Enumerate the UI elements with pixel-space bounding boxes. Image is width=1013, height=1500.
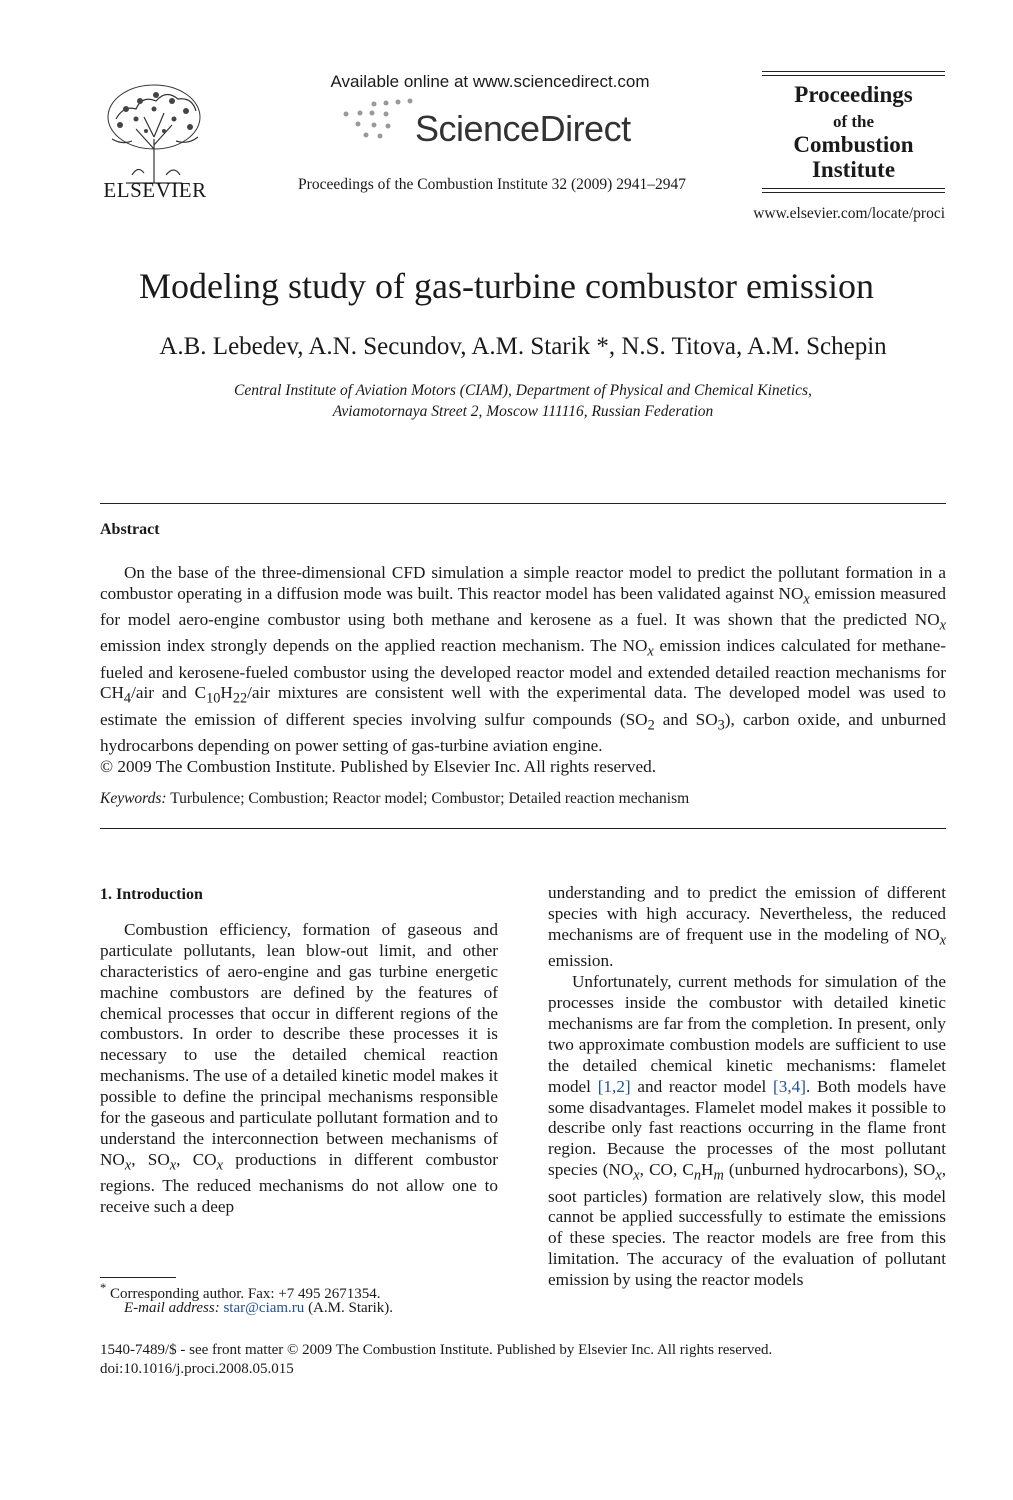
sciencedirect-wordmark: ScienceDirect xyxy=(415,108,631,149)
front-matter-line: 1540-7489/$ - see front matter © 2009 The Combustion Institute. Published by Elsevier Inc. All rights reserved. xyxy=(100,1342,773,1358)
footnote-rule xyxy=(100,1277,176,1278)
affiliation-line-2: Aviamotornaya Street 2, Moscow 111116, Russian Federation xyxy=(332,403,714,420)
sciencedirect-dots-icon xyxy=(338,98,418,142)
journal-box-line3: Combustion xyxy=(793,132,914,157)
journal-box-line4: Institute xyxy=(811,157,896,182)
divider-bottom xyxy=(100,828,946,829)
keywords-line xyxy=(100,790,946,808)
divider-top xyxy=(100,503,946,504)
body-paragraph: Unfortunately, current methods for simulation of the processes inside the combustor with detailed kinetic mechanisms are far from the completion. In present, only two approximate combustion models are sufficient to use the detailed chemical kinetic mechanisms: flamelet model [1,2] and reactor model [3,4]. Both models have some disadvantages. Flamelet model makes it possible to describe only fast reactions occurring in the flame front region. Because the processes of the most pollutant species ($NO_x$, CO, $C_nH_m$ (unburned hydrocarbons), $SO_x$, soot particles) formation are relatively slow, this model cannot be applied successfully to estimate the emissions of these species. The reactor models are free from this limitation. The accuracy of the evaluation of pollutant emission by using the reactor models xyxy=(548,972,946,1290)
journal-box-line2: of the xyxy=(832,112,875,131)
email-label: E-mail address: xyxy=(124,1300,220,1316)
body-column-left xyxy=(100,885,498,1218)
body-paragraph: understanding and to predict the emission of different species with high accuracy. Nevertheless, the reduced mechanisms are of frequent use in the modeling of $NO_x$ emission. xyxy=(548,883,946,971)
keywords-text: Turbulence; Combustion; Reactor model; Combustor; Detailed reaction mechanism xyxy=(166,790,690,807)
doi-link[interactable]: doi:10.1016/j.proci.2008.05.015 xyxy=(100,1361,294,1377)
journal-box-line1: Proceedings xyxy=(794,82,913,107)
author-list: A.B. Lebedev, A.N. Secundov, A.M. Starik *, N.S. Titova, A.M. Schepin xyxy=(159,333,887,360)
body-column-right xyxy=(548,883,946,1291)
keywords-label: Keywords: xyxy=(100,790,167,807)
section-heading: 1. Introduction xyxy=(100,886,203,903)
email-link[interactable]: star@ciam.ru xyxy=(223,1300,305,1316)
affiliation-line-1: Central Institute of Aviation Motors (CIAM), Department of Physical and Chemical Kinetics, xyxy=(234,382,812,399)
abstract-paragraph: On the base of the three-dimensional CFD simulation a simple reactor model to predict the pollutant formation in a combustor operating in a diffusion mode was built. This reactor model has been validated against $NO_x$ emission measured for model aero-engine combustor using both methane and kerosene as a fuel. It was shown that the predicted $NO_x$ emission index strongly depends on the applied reaction mechanism. The $NO_x$ emission indices calculated for methane-fueled and kerosene-fueled combustor using the developed reactor model and extended detailed reaction mechanisms for $CH_4$/air and $C_{10}H_{22}$/air mixtures are consistent well with the experimental data. The developed model was used to estimate the emission of different species involving sulfur compounds ($SO_2$ and $SO_3$), carbon oxide, and unburned hydrocarbons depending on power setting of gas-turbine aviation engine. xyxy=(100,563,946,755)
abstract-heading: Abstract xyxy=(100,521,160,538)
journal-website-link[interactable]: www.elsevier.com/locate/proci xyxy=(753,205,945,222)
abstract-body xyxy=(100,563,946,777)
citation-link[interactable]: [3,4] xyxy=(773,1076,806,1096)
available-online-text: Available online at www.sciencedirect.com xyxy=(330,72,650,91)
abstract-copyright: © 2009 The Combustion Institute. Published by Elsevier Inc. All rights reserved. xyxy=(100,756,656,776)
body-paragraph: Combustion efficiency, formation of gaseous and particulate pollutants, lean blow-out limit, and other characteristics of aero-engine and gas turbine energetic machine combustors are defined by the features of chemical processes that occur in different regions of the combustors. In order to describe these processes it is necessary to use the detailed chemical reaction mechanisms. The use of a detailed kinetic model makes it possible to define the principal mechanisms responsible for the gaseous and particulate pollutant formation and to understand the interconnection between mechanisms of $NO_x$, $SO_x$, $CO_x$ productions in different combustor regions. The reduced mechanisms do not allow one to receive such a deep xyxy=(100,919,498,1217)
citation-link[interactable]: [1,2] xyxy=(597,1076,631,1096)
article-title: Modeling study of gas-turbine combustor emission xyxy=(139,266,874,306)
publisher-name: ELSEVIER xyxy=(103,178,207,202)
footnote-corresponding-author: * Corresponding author. Fax: +7 495 2671354. xyxy=(100,1281,381,1302)
footnote-email: E-mail address: star@ciam.ru (A.M. Starik). xyxy=(124,1300,394,1316)
journal-title-box xyxy=(762,71,945,193)
footnote-marker: * xyxy=(100,1281,107,1295)
journal-citation: Proceedings of the Combustion Institute 32 (2009) 2941–2947 xyxy=(298,176,686,193)
